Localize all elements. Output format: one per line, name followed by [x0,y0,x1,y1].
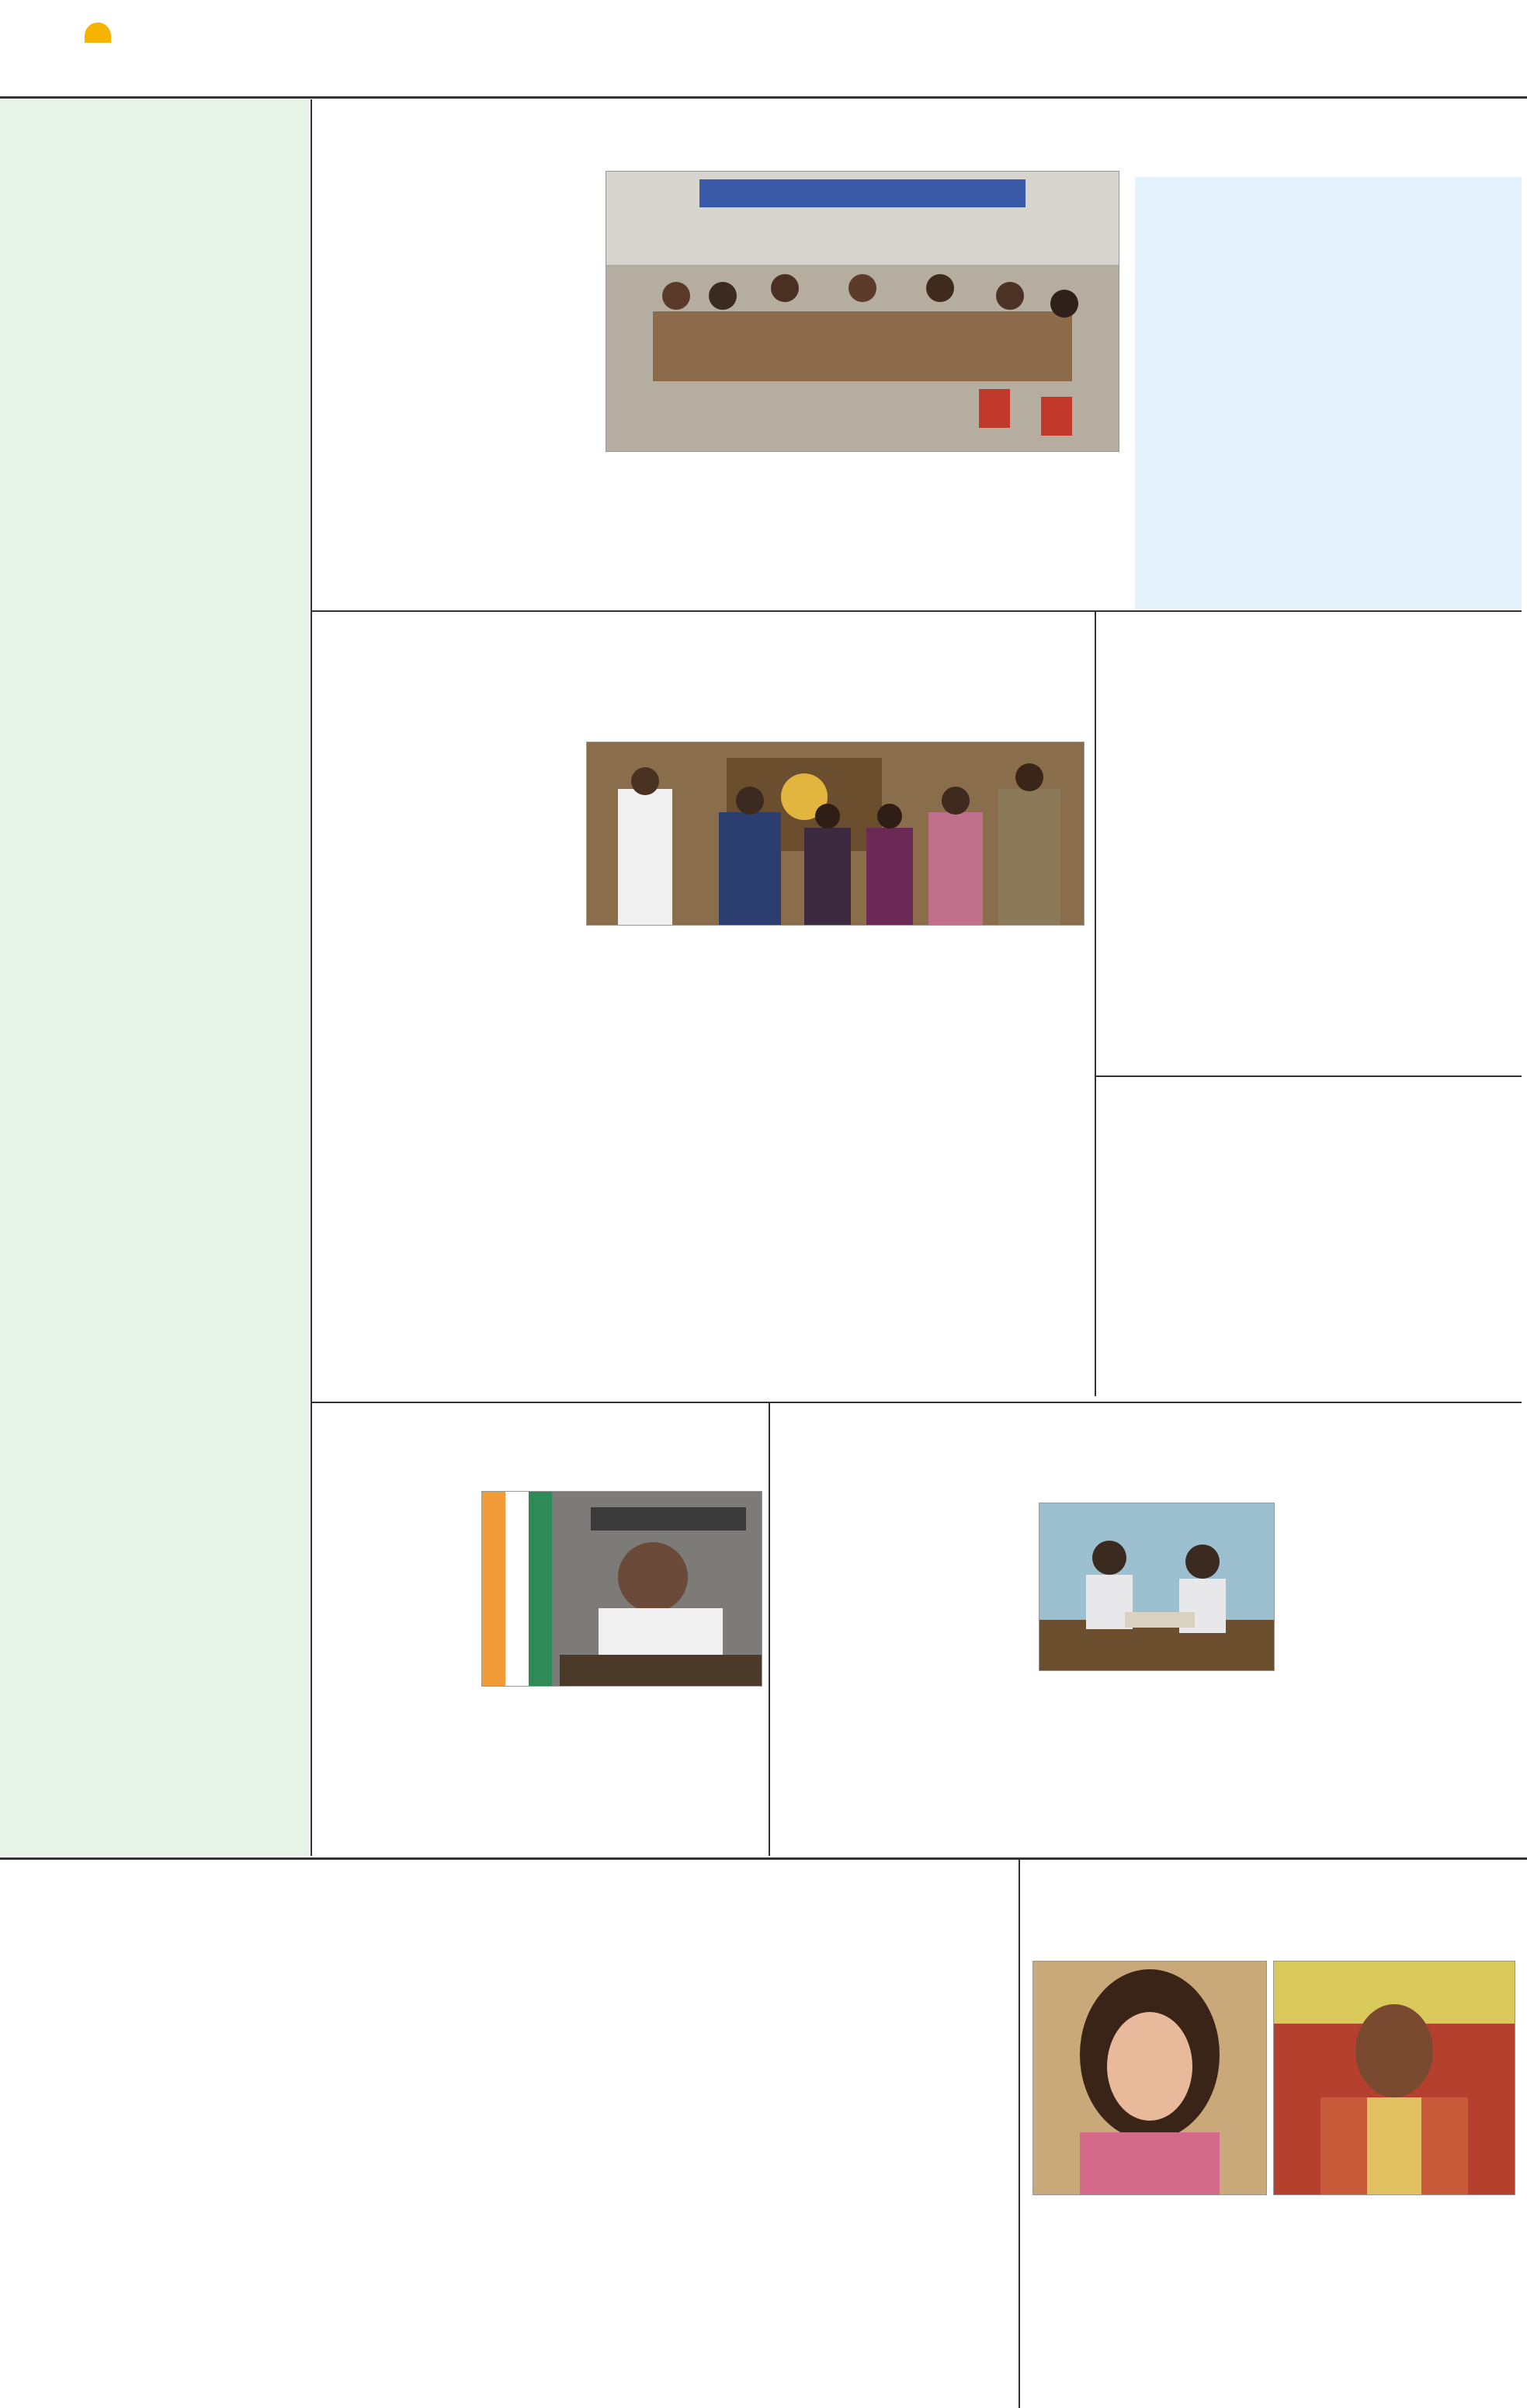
lead-photo [606,171,1119,452]
pavithra-photo [1032,1961,1267,2195]
students-photo [1039,1503,1274,1670]
milk-photo [481,1491,762,1687]
awards-body [1101,621,1522,978]
beard-story [1101,1081,1522,1399]
award-photo [587,742,1084,925]
crop-body [6,1941,1015,2399]
divider [769,1403,770,1856]
crop-url-callout [351,1937,677,1999]
divider [1095,612,1096,1396]
divider [1096,1075,1522,1077]
sidebar-divider [311,99,312,1856]
children-photo [586,742,1085,926]
sun-icon [85,23,111,43]
pavithra-body [1023,2198,1523,2399]
renukaswamy-photo [1273,1961,1515,2195]
divider [1019,1860,1020,2408]
jobfair-box [1135,177,1522,609]
children-story [318,615,1095,1399]
divider [312,1402,1522,1403]
sidebar-item [11,1037,298,1496]
man-portrait [1274,1961,1515,2194]
beard-body [1101,1087,1522,1305]
meeting-photo [606,172,1119,451]
sidebar-item [11,603,298,1037]
awards-story [1101,615,1522,1073]
school-photo [1039,1503,1275,1671]
divider [0,1857,1527,1860]
woman-portrait [1033,1961,1266,2194]
minister-photo [482,1492,762,1686]
masthead-rule [0,96,1527,99]
sidebar-item [11,1496,298,1845]
divider [312,610,1522,612]
paper-logo [82,6,307,54]
sidebar [0,99,309,1856]
sidebar-item [11,106,298,603]
